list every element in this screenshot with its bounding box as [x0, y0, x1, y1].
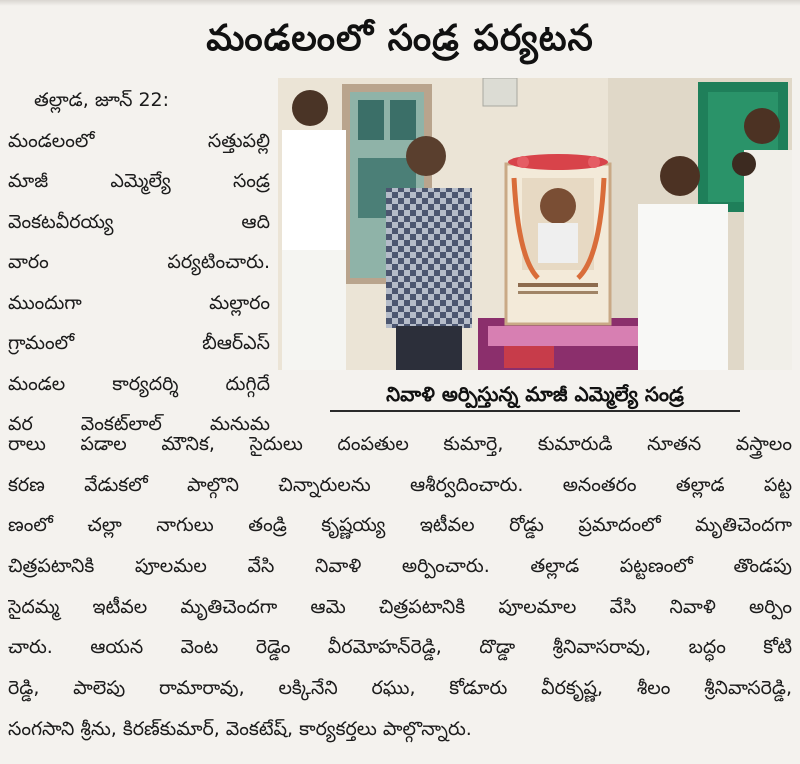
text-line: తల్లాడ, జూన్ 22: [34, 89, 170, 111]
text-line: వర వెంకట్‌లాల్ మనుమ [8, 413, 270, 435]
top-rule [0, 0, 800, 6]
text-line: రెడ్డి, పాలెపు రామారావు, లక్కినేని రఘు, కోడూరు వీరకృష్ణ, శీలం శ్రీనివాసరెడ్డి, [8, 677, 792, 700]
text-line: మండల కార్యదర్శి దుగ్గిదే [8, 372, 270, 395]
text-line: మాజీ ఎమ్మెల్యే సండ్ర [8, 170, 270, 192]
text-line: గ్రామంలో బీఆర్ఎస్ [8, 332, 270, 354]
text-line: ముందుగా మల్లారం [8, 291, 270, 314]
caption-underline [330, 410, 740, 412]
text-line: మండలంలో సత్తుపల్లి [8, 129, 270, 152]
text-line: ణంలో చల్లా నాగులు తండ్రి కృష్ణయ్య ఇటీవల రోడ్డు ప్రమాదంలో మృతిచెందగా [8, 514, 792, 537]
text-line: వారం పర్యటించారు. [8, 251, 270, 273]
photo-caption: నివాళి అర్పిస్తున్న మాజీ ఎమ్మెల్యే సండ్ర [386, 382, 684, 406]
text-line: రాలు పడాల మౌనిక, సైదులు దంపతుల కుమార్తె, కుమారుడి నూతన వస్త్రాలం [8, 433, 792, 455]
body-text [8, 424, 792, 750]
text-line: సంగసాని శ్రీను, కిరణ్‌కుమార్, వెంకటేష్, కార్యకర్తలు పాల్గొన్నారు. [8, 717, 472, 740]
news-photo [278, 78, 792, 370]
text-line: కరణ వేడుకలో పాల్గొని చిన్నారులను ఆశీర్వదించారు. అనంతరం తల్లాడ పట్ట [8, 473, 792, 496]
text-line: వెంకటవీరయ్య ఆది [8, 210, 270, 233]
left-column-text [8, 80, 270, 445]
text-line: చారు. ఆయన వెంట రెడ్డెం వీరమోహన్‌రెడ్డి, దొడ్డా శ్రీనివాసరావు, బద్ధం కోటి [8, 636, 792, 659]
headline: మండలంలో సండ్ర పర్యటన [206, 18, 594, 59]
text-line: సైదమ్మ ఇటీవల మృతిచెందగా ఆమె చిత్రపటానికి పూలమాల వేసి నివాళి అర్పిం [8, 595, 792, 618]
text-line: చిత్రపటానికి పూలమల వేసి నివాళి అర్పించారు. తల్లాడ పట్టణంలో తొండపు [8, 555, 792, 578]
